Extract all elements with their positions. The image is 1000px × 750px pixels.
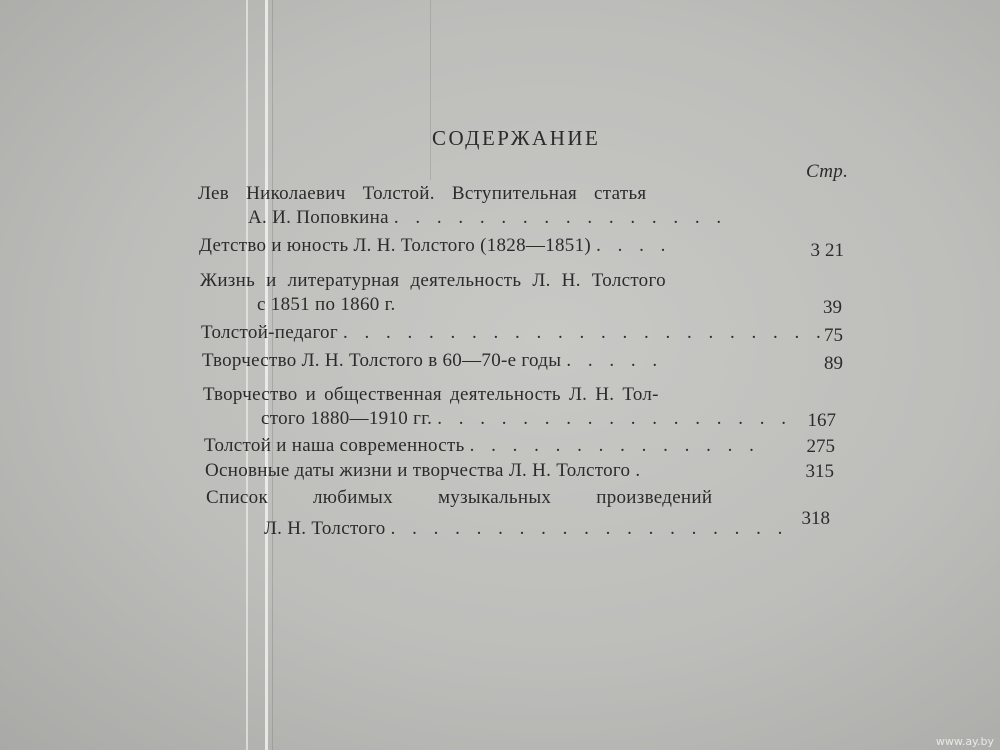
toc-entry-title: Толстой-педагог . . . . . . . . . . . . . . . . . . . . . . . (201, 322, 827, 343)
toc-entry-title: Список любимых музыкальных произведений (206, 487, 713, 508)
toc-entry-title: Творчество и общественная деятельность Л. Н. Тол- (203, 384, 659, 405)
page-title: СОДЕРЖАНИЕ (432, 126, 601, 150)
toc-entry-title-cont: Л. Н. Толстого . . . . . . . . . . . . . . . . . . . (264, 518, 789, 539)
paper-crease (430, 0, 431, 180)
toc-entry-page: 89 (824, 353, 843, 374)
toc-entry-page: 39 (823, 297, 842, 318)
toc-entry-title: Творчество Л. Н. Толстого в 60—70-е годы . . . . . (202, 350, 664, 371)
toc-entry-title-cont: А. И. Поповкина . . . . . . . . . . . . . . . . (248, 207, 728, 228)
toc-entry-page: 318 (801, 508, 830, 529)
toc-entry-title-cont: стого 1880—1910 гг. . . . . . . . . . . . . . . . . . (261, 408, 793, 429)
toc-entry-title-cont: с 1851 по 1860 г. (257, 294, 396, 315)
toc-entry-title: Толстой и наша современность . . . . . . . . . . . . . . (204, 435, 760, 456)
toc-entry-page: 75 (824, 325, 843, 346)
page-column-label: Стр. (806, 161, 849, 182)
toc-entry-page: 315 (805, 461, 834, 482)
toc-entry-page: 3 (810, 240, 820, 261)
toc-entry-page: 167 (807, 410, 836, 431)
toc-entry-title: Основные даты жизни и творчества Л. Н. Толстого . (205, 460, 641, 481)
page-fold-shadow (272, 0, 273, 750)
watermark: www.ay.by (935, 735, 994, 748)
toc-entry-page: 275 (806, 436, 835, 457)
toc-entry-page: 21 (825, 240, 844, 261)
page-fold-line (265, 0, 268, 750)
toc-entry-title: Детство и юность Л. Н. Толстого (1828—1851) . . . . (199, 235, 672, 256)
toc-entry-title: Жизнь и литературная деятельность Л. Н. Толстого (200, 270, 666, 291)
page-fold-line (246, 0, 248, 750)
toc-entry-title: Лев Николаевич Толстой. Вступительная статья (198, 183, 647, 204)
